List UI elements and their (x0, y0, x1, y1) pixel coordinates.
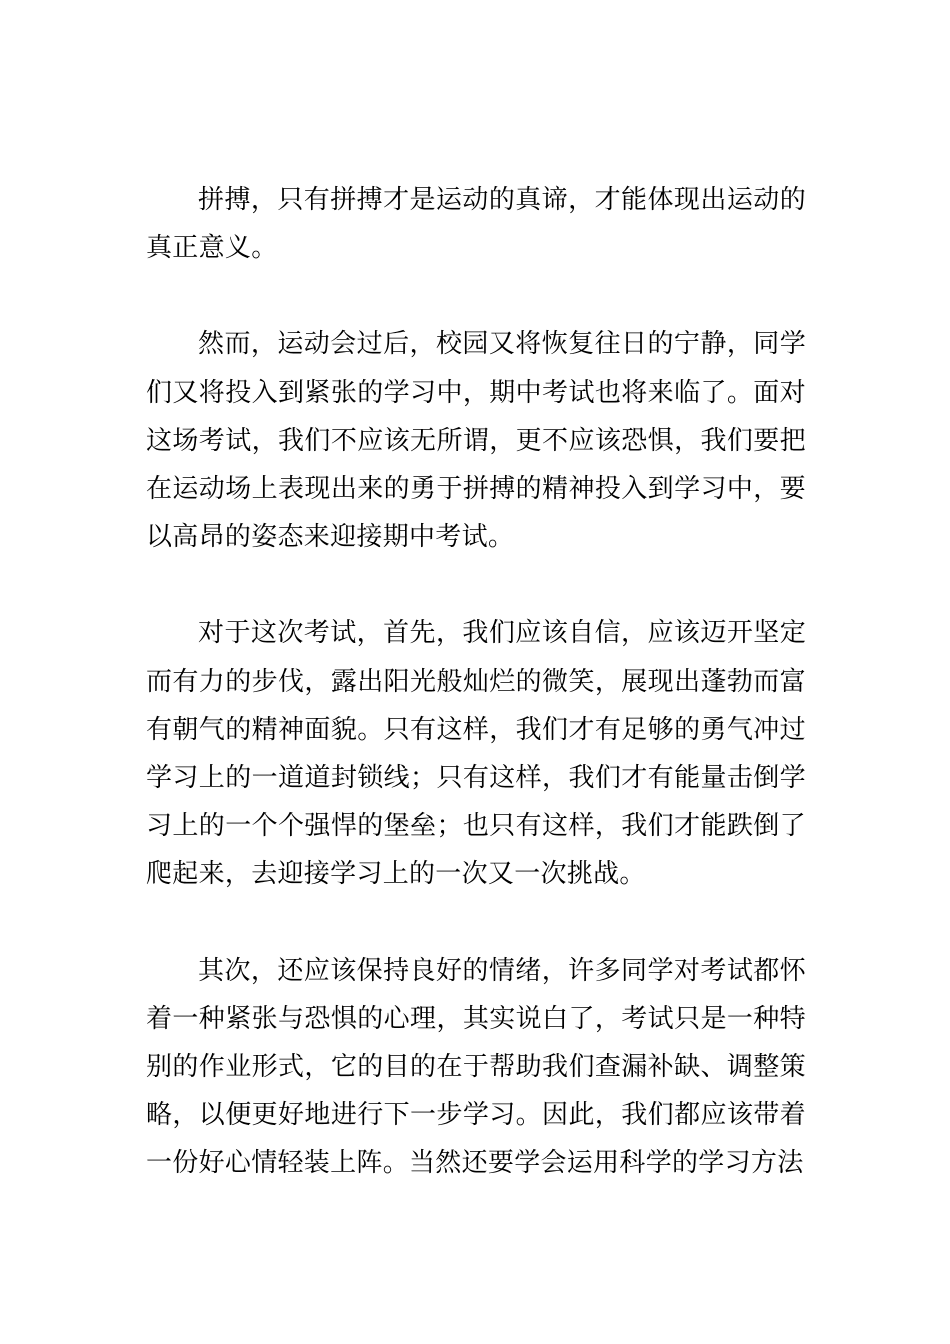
paragraph-2: 然而，运动会过后，校园又将恢复往日的宁静，同学们又将投入到紧张的学习中，期中考试也将来临了。面对这场考试，我们不应该无所谓，更不应该恐惧，我们要把在运动场上表现出来的勇于拼搏的精神投入到学习中，要以高昂的姿态来迎接期中考试。 (146, 329, 806, 553)
paragraph-3: 对于这次考试，首先，我们应该自信，应该迈开坚定而有力的步伐，露出阳光般灿烂的微笑，展现出蓬勃而富有朝气的精神面貌。只有这样，我们才有足够的勇气冲过学习上的一道道封锁线；只有这样，我们才有能量击倒学习上的一个个强悍的堡垒；也只有这样，我们才能跌倒了爬起来，去迎接学习上的一次又一次挑战。 (146, 618, 806, 890)
document-body (146, 176, 806, 1188)
paragraph-1: 拼搏，只有拼搏才是运动的真谛，才能体现出运动的真正意义。 (146, 185, 806, 264)
paragraph-4: 其次，还应该保持良好的情绪，许多同学对考试都怀着一种紧张与恐惧的心理，其实说白了，考试只是一种特别的作业形式，它的目的在于帮助我们查漏补缺、调整策略，以便更好地进行下一步学习。因此，我们都应该带着一份好心情轻装上阵。当然还要学会运用科学的学习方法 (146, 955, 806, 1179)
